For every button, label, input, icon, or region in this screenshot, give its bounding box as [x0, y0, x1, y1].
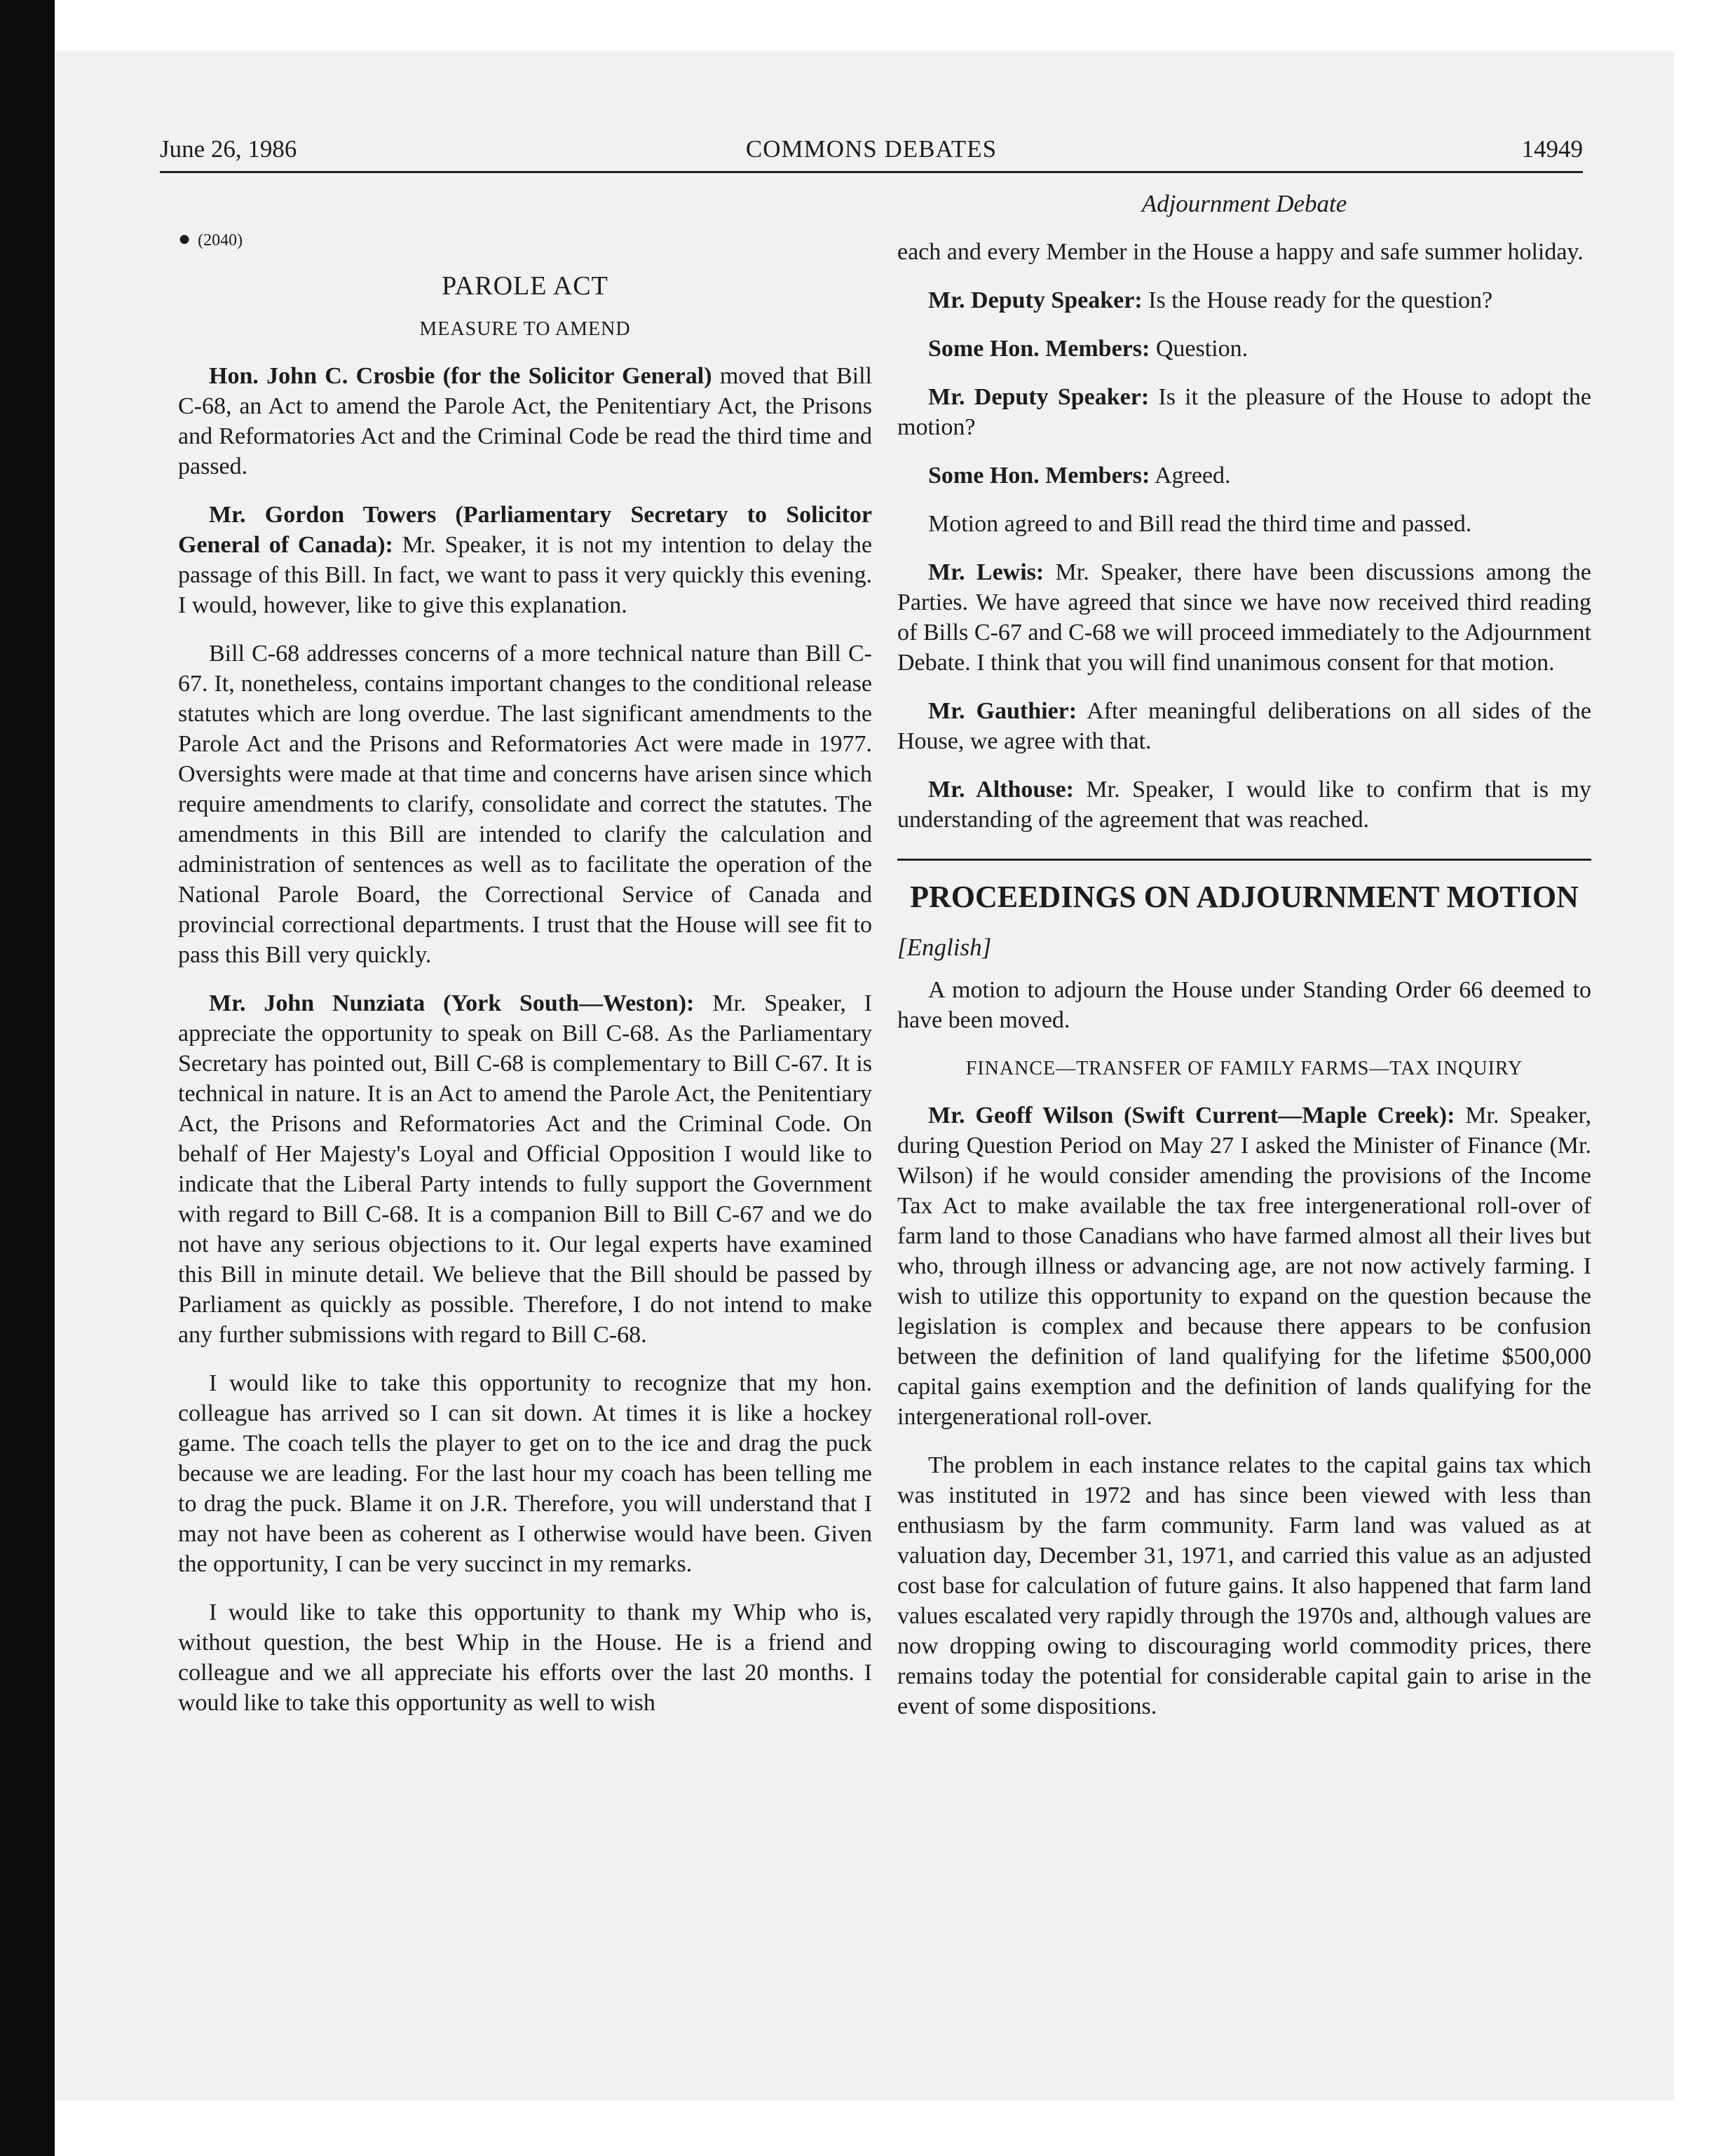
- paragraph: Some Hon. Members: Question.: [928, 336, 1248, 362]
- paragraph: Hon. John C. Crosbie (for the Solicitor General) moved that Bill C-68, an Act to amend the Parole Act, the Penitentiary Act, the Prisons and Reformatories Act and the Criminal Code be read the third time and passed.: [178, 363, 872, 479]
- page-header: [160, 135, 1583, 169]
- paragraph: Mr. Gauthier: After meaningful deliberations on all sides of the House, we agree with that.: [897, 698, 1591, 754]
- section-subtitle: MEASURE TO AMEND: [419, 318, 631, 340]
- paragraph: Motion agreed to and Bill read the third time and passed.: [928, 511, 1472, 537]
- section-divider: [897, 859, 1591, 861]
- paragraph: I would like to take this opportunity to recognize that my hon. colleague has arrived so I can sit down. At times it is like a hockey game. The coach tells the player to get on to the ice and drag the puck because we are leading. For the last hour my coach has been telling me to drag the puck. Blame it on J.R. Therefore, you will understand that I may not have been as coherent as I otherwise would have been. Given the opportunity, I can be very succinct in my remarks.: [178, 1370, 872, 1577]
- left-column: [178, 224, 872, 1736]
- language-marker: [English]: [897, 934, 992, 961]
- running-head: Adjournment Debate: [1141, 190, 1347, 217]
- speaker-name: Hon. John C. Crosbie (for the Solicitor General): [209, 363, 712, 389]
- major-section-title: PROCEEDINGS ON ADJOURNMENT MOTION: [910, 880, 1579, 914]
- header-publication-title: COMMONS DEBATES: [745, 135, 998, 163]
- speaker-name: Mr. Lewis:: [928, 559, 1045, 585]
- speaker-name: Mr. Gordon Towers (Parliamentary Secretary to Solicitor General of Canada):: [178, 502, 872, 558]
- speaker-name: Mr. Deputy Speaker:: [928, 384, 1150, 410]
- paragraph: Bill C-68 addresses concerns of a more technical nature than Bill C-67. It, nonetheless, contains important changes to the conditional release statutes which are long overdue. The last significant amendments to the Parole Act and the Prisons and Reformatories Act were made in 1977. Oversights were made at that time and concerns have arisen since which require amendments to clarify, consolidate and correct the statutes. The amendments in this Bill are intended to clarify the calculation and administration of sentences as well as to facilitate the operation of the National Parole Board, the Correctional Service of Canada and provincial correctional departments. I trust that the House will see fit to pass this Bill very quickly.: [178, 641, 872, 968]
- speaker-name: Mr. Deputy Speaker:: [928, 287, 1143, 313]
- paragraph: I would like to take this opportunity to thank my Whip who is, without question, the best Whip in the House. He is a friend and colleague and we all appreciate his efforts over the last 20 months. I would like to take this opportunity as well to wish: [178, 1599, 872, 1716]
- speaker-name: Mr. Geoff Wilson (Swift Current—Maple Creek):: [928, 1103, 1455, 1128]
- scan-binding-edge: [0, 0, 55, 2156]
- paragraph: Mr. Lewis: Mr. Speaker, there have been discussions among the Parties. We have agreed that since we have now received third reading of Bills C-67 and C-68 we will proceed immediately to the Adjournment Debate. I think that you will find unanimous consent for that motion.: [897, 559, 1591, 676]
- speaker-name: Some Hon. Members:: [928, 463, 1150, 489]
- paragraph: Mr. John Nunziata (York South—Weston): Mr. Speaker, I appreciate the opportunity to speak on Bill C-68. As the Parliamentary Secretary has pointed out, Bill C-68 is complementary to Bill C-67. It is technical in nature. It is an Act to amend the Parole Act, the Penitentiary Act, the Prisons and Reformatories Act and the Criminal Code. On behalf of Her Majesty's Loyal and Official Opposition I would like to indicate that the Liberal Party intends to fully support the Government with regard to Bill C-68. It is a companion Bill to Bill C-67 and we do not have any serious objections to it. Our legal experts have examined this Bill in minute detail. We believe that the Bill should be passed by Parliament as quickly as possible. Therefore, I do not intend to make any further submissions with regard to Bill C-68.: [178, 990, 872, 1348]
- paragraph: The problem in each instance relates to the capital gains tax which was instituted in 1972 and has since been viewed with less than enthusiasm by the farm community. Farm land was valued as at valuation day, December 31, 1971, and carried this value as an adjusted cost base for calculation of future gains. It also happened that farm land values escalated very rapidly through the 1970s and, although values are now dropping owing to discouraging world commodity prices, there remains today the potential for considerable capital gain to arise in the event of some dispositions.: [897, 1452, 1591, 1719]
- paragraph: A motion to adjourn the House under Standing Order 66 deemed to have been moved.: [897, 977, 1591, 1033]
- paragraph: Mr. Althouse: Mr. Speaker, I would like to confirm that is my understanding of the agreement that was reached.: [897, 777, 1591, 833]
- paragraph: Mr. Gordon Towers (Parliamentary Secretary to Solicitor General of Canada): Mr. Speaker, it is not my intention to delay the passage of this Bill. In fact, we want to pass it very quickly this evening. I would, however, like to give this explanation.: [178, 502, 872, 618]
- document-page: [160, 130, 1591, 2057]
- right-column: [897, 189, 1591, 1740]
- speaker-name: Mr. Althouse:: [928, 777, 1074, 803]
- header-rule: [160, 171, 1583, 173]
- subsection-title: FINANCE—TRANSFER OF FAMILY FARMS—TAX INQUIRY: [965, 1058, 1523, 1079]
- section-title: PAROLE ACT: [442, 271, 608, 301]
- timestamp: ● (2040): [178, 227, 243, 250]
- header-date: June 26, 1986: [160, 135, 297, 163]
- paragraph: Mr. Deputy Speaker: Is it the pleasure of the House to adopt the motion?: [897, 384, 1591, 440]
- speaker-name: Some Hon. Members:: [928, 336, 1150, 362]
- paragraph: Some Hon. Members: Agreed.: [928, 463, 1231, 489]
- paragraph: Mr. Deputy Speaker: Is the House ready for the question?: [928, 287, 1493, 313]
- speaker-name: Mr. John Nunziata (York South—Weston):: [209, 990, 695, 1016]
- speaker-name: Mr. Gauthier:: [928, 698, 1077, 724]
- bullet-icon: ●: [178, 227, 191, 250]
- header-page-number: 14949: [1521, 135, 1583, 163]
- paragraph: Mr. Geoff Wilson (Swift Current—Maple Creek): Mr. Speaker, during Question Period on May 27 I asked the Minister of Finance (Mr. Wilson) if he would consider amending the provisions of the Income Tax Act to make available the tax free intergenerational roll-over of farm land to those Canadians who have farmed almost all their lives but who, through illness or advancing age, are not now actively farming. I wish to utilize this opportunity to expand on the question because the legislation is complex and because there appears to be confusion between the definition of land qualifying for the lifetime $500,000 capital gains exemption and the definition of lands qualifying for the intergenerational roll-over.: [897, 1103, 1591, 1430]
- paragraph: each and every Member in the House a happy and safe summer holiday.: [897, 239, 1584, 265]
